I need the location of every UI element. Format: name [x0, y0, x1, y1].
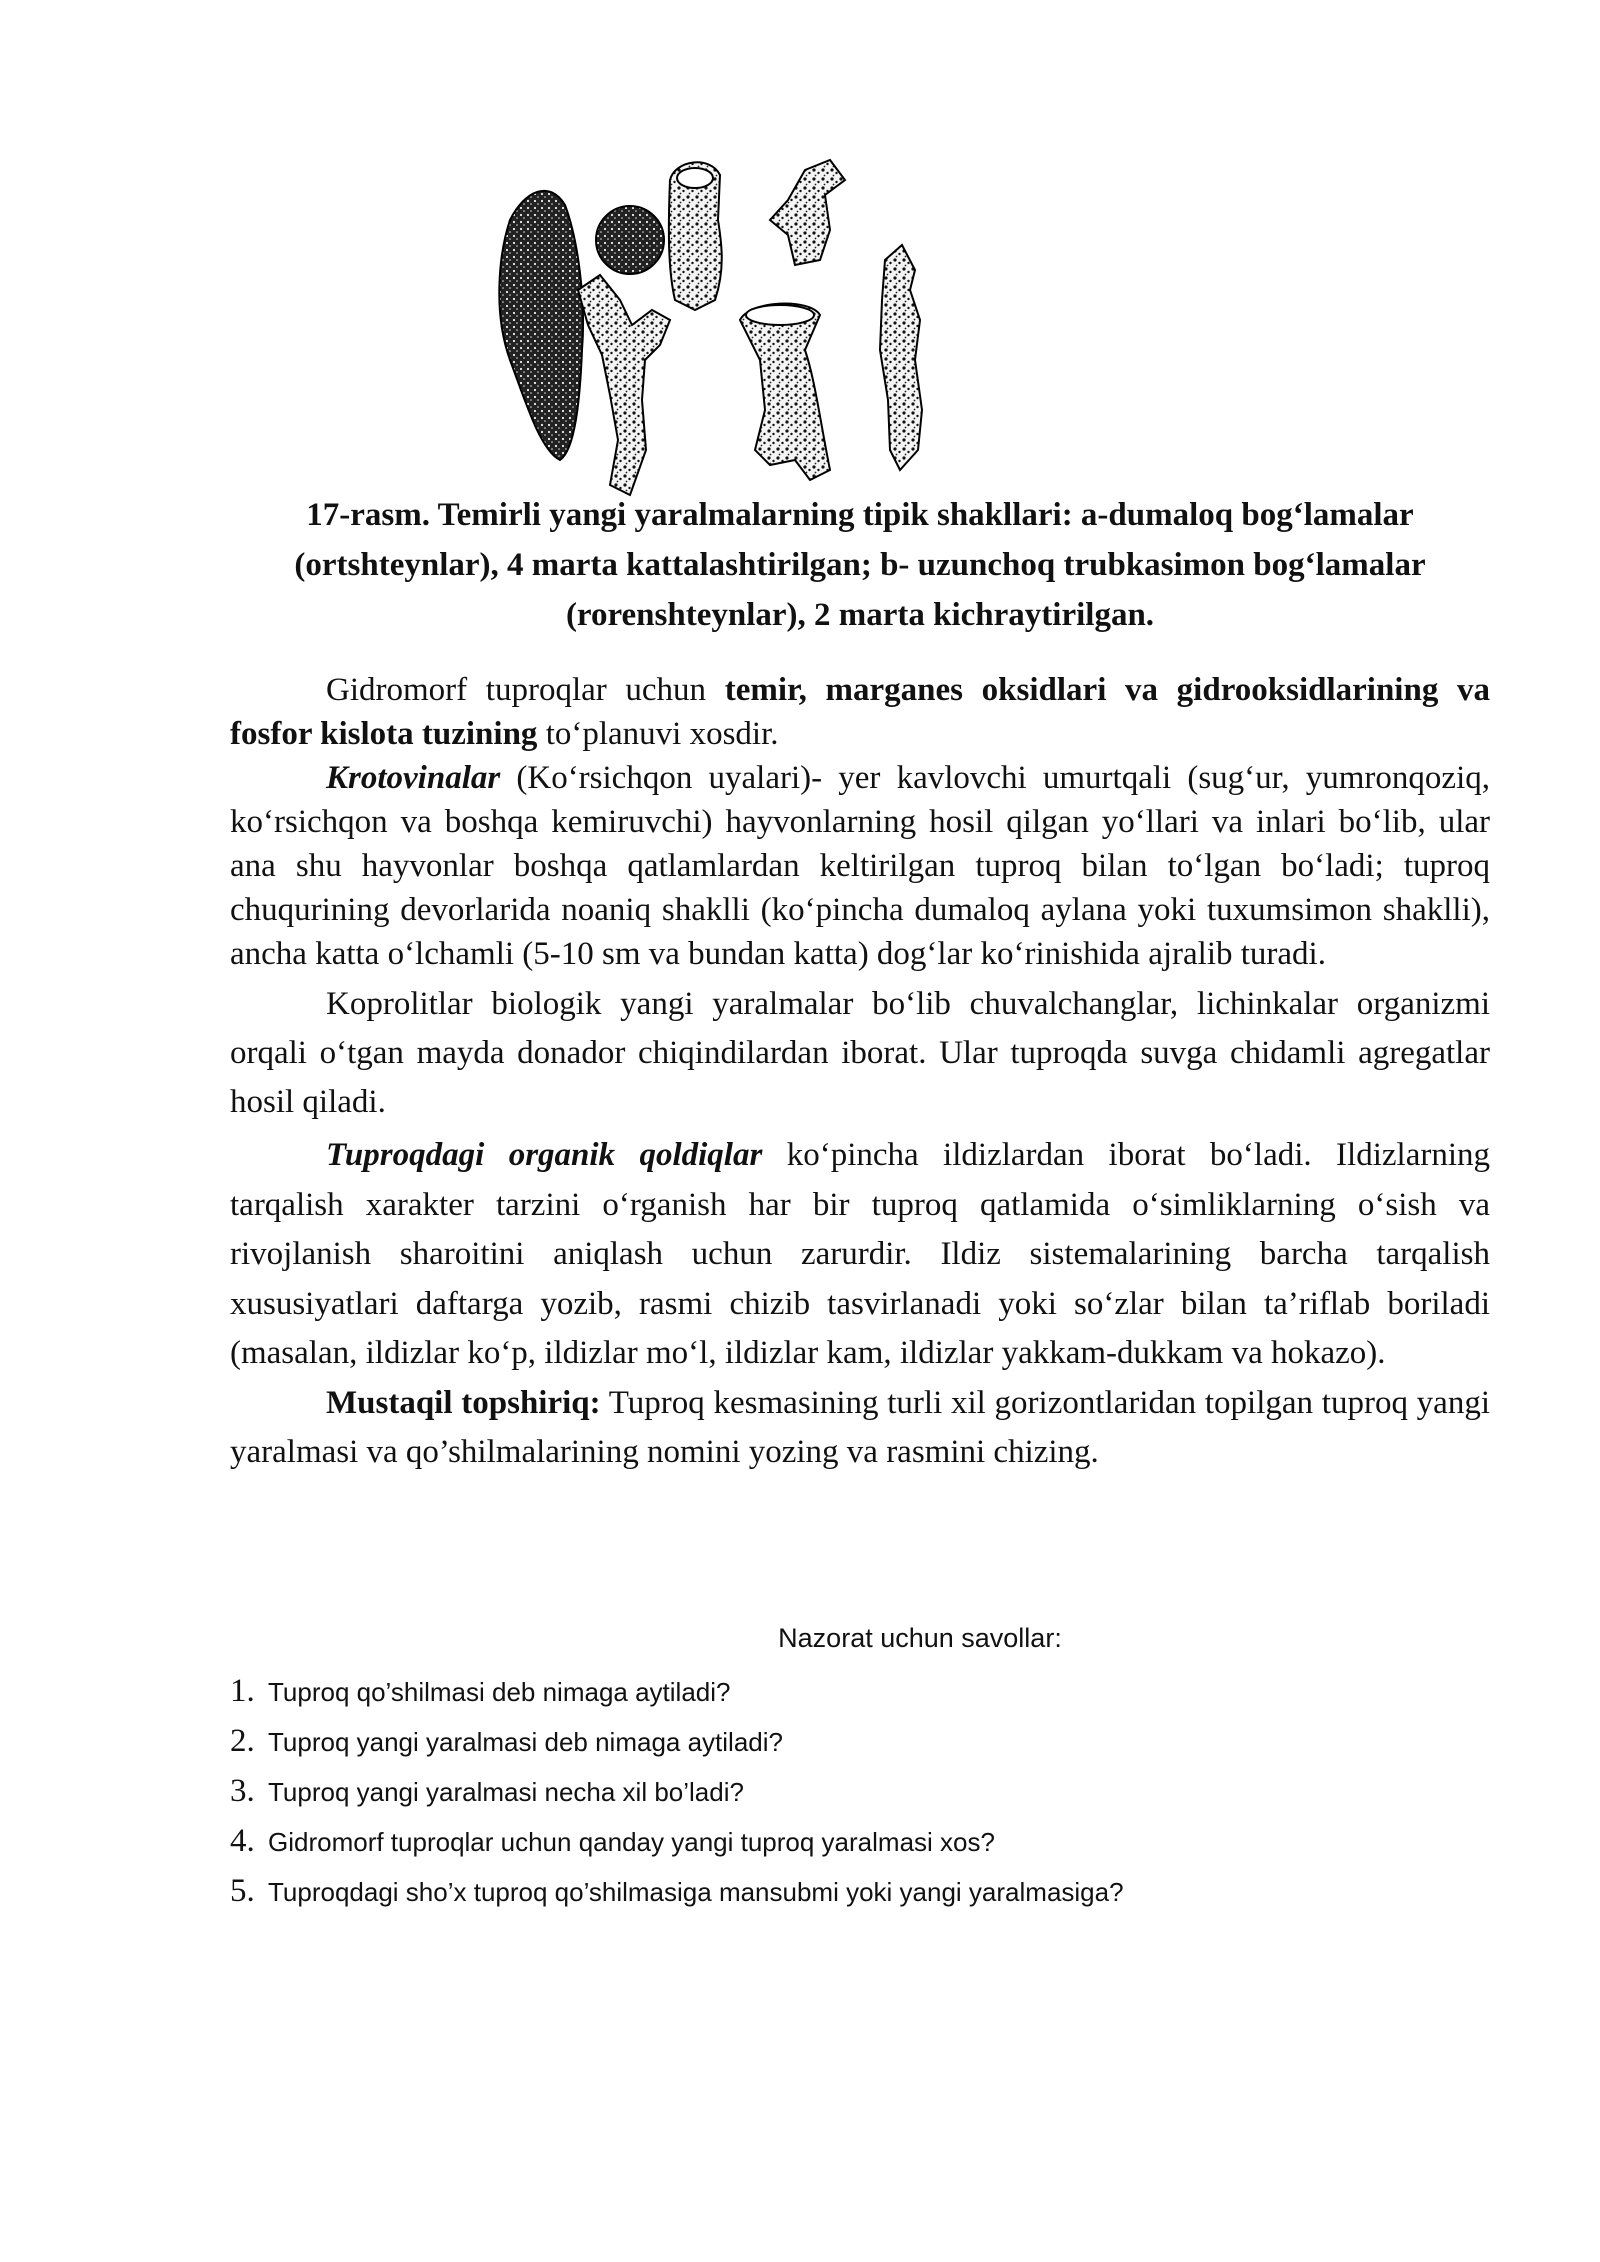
list-item [230, 1766, 1490, 1816]
paragraph-krotovinas [230, 756, 1490, 976]
figure-caption: 17-rasm. Temirli yangi yaralmalarning tipik shakllari: a-dumaloq bog‘lamalar (ortshteynlar), 4 marta kattalashtirilgan; b- uzunchoq trubkasimon bog‘lamalar (rorenshteynlar), 2 marta kichraytirilgan. [294, 497, 1426, 633]
bold-run: Mustaqil topshiriq: [326, 1384, 601, 1421]
text-run: Tuproq kesmasining turli xil gorizontlaridan topilgan tuproq yangi yaralmasi va qo’shilmalarining nomini yozing va rasmini chizing. [230, 1384, 1490, 1470]
control-questions [230, 1618, 1490, 1916]
bold-italic-term: Tuproqdagi organik qoldiqlar [326, 1137, 763, 1173]
text-run: Gidromorf tuproqlar uchun [326, 672, 725, 708]
question-number: 5. [230, 1873, 255, 1909]
small-branch-shape [770, 160, 845, 265]
question-text: Gidromorf tuproqlar uchun qanday yangi tuproq yaralmasi xos? [268, 1827, 995, 1857]
question-text: Tuproq qo’shilmasi deb nimaga aytiladi? [268, 1677, 731, 1707]
body-text [230, 668, 1490, 1478]
elongated-nodule-shape [499, 191, 583, 460]
paragraph-hydromorphic [230, 668, 1490, 756]
question-number: 1. [230, 1673, 255, 1709]
paragraph-independent-task [230, 1379, 1490, 1478]
question-number: 4. [230, 1823, 255, 1859]
list-item [230, 1866, 1490, 1916]
tall-tube-shape [880, 245, 922, 470]
question-text: Tuproq yangi yaralmasi necha xil bo’ladi? [268, 1777, 744, 1807]
question-text: Tuproq yangi yaralmasi deb nimaga aytiladi? [268, 1727, 783, 1757]
branching-tube-shape [578, 275, 670, 495]
list-item [230, 1666, 1490, 1716]
questions-list [230, 1666, 1490, 1916]
funnel-opening-shape [746, 305, 814, 325]
bold-italic-term: Krotovinalar [326, 760, 501, 796]
question-text: Tuproqdagi sho’x tuproq qo’shilmasiga mansubmi yoki yangi yaralmasiga? [268, 1877, 1124, 1907]
tube-opening-shape [677, 168, 713, 188]
list-item [230, 1816, 1490, 1866]
bold-run: temir, marganes oksidlari va gidrooksidlarining va fosfor kislota tuzining [230, 672, 1490, 752]
paragraph-coprolites [230, 980, 1490, 1127]
list-item [230, 1716, 1490, 1766]
text-run: Koprolitlar biologik yangi yaralmalar bo‘lib chuvalchanglar, lichinkalar organizmi orqali o‘tgan mayda donador chiqindilardan iborat. Ular tuproqda suvga chidamli agregatlar hosil qiladi. [230, 986, 1490, 1120]
paragraph-organic-residues [230, 1131, 1490, 1379]
question-number: 3. [230, 1773, 255, 1809]
text-run: (Ko‘rsichqon uyalari)- yer kavlovchi umurtqali (sug‘ur, yumronqoziq, ko‘rsichqon va boshqa kemiruvchi) hayvonlarning hosil qilgan yo‘llari va inlari bo‘lib, ular ana shu hayvonlar boshqa qatlamlardan keltirilgan tuproq bilan to‘lgan bo‘ladi; tuproq chuqurining devorlarida noaniq shaklli (ko‘pincha dumaloq aylana yoki tuxumsimon shaklli), ancha katta o‘lchamli (5-10 sm va bundan katta) dog‘lar ko‘rinishida ajralib turadi. [230, 760, 1490, 972]
concretions-illustration [470, 150, 1250, 500]
funnel-tube-shape [740, 304, 830, 480]
text-run: to‘planuvi xosdir. [537, 716, 779, 752]
iron-concretions-figure [470, 150, 1250, 500]
question-number: 2. [230, 1723, 255, 1759]
round-nodule-shape [596, 206, 664, 274]
text-run: ko‘pincha ildizlardan iborat bo‘ladi. Ildizlarning tarqalish xarakter tarzini o‘rganish har bir tuproq qatlamida o‘simliklarning o‘sish va rivojlanish sharoitini aniqlash uchun zarurdir. Ildiz sistemalarining barcha tarqalish xususiyatlari daftarga yozib, rasmi chizib tasvirlanadi yoki so‘zlar bilan ta’riflab boriladi (masalan, ildizlar ko‘p, ildizlar mo‘l, ildizlar kam, ildizlar yakkam-dukkam va hokazo). [230, 1137, 1490, 1371]
questions-title: Nazorat uchun savollar: [778, 1623, 1062, 1653]
